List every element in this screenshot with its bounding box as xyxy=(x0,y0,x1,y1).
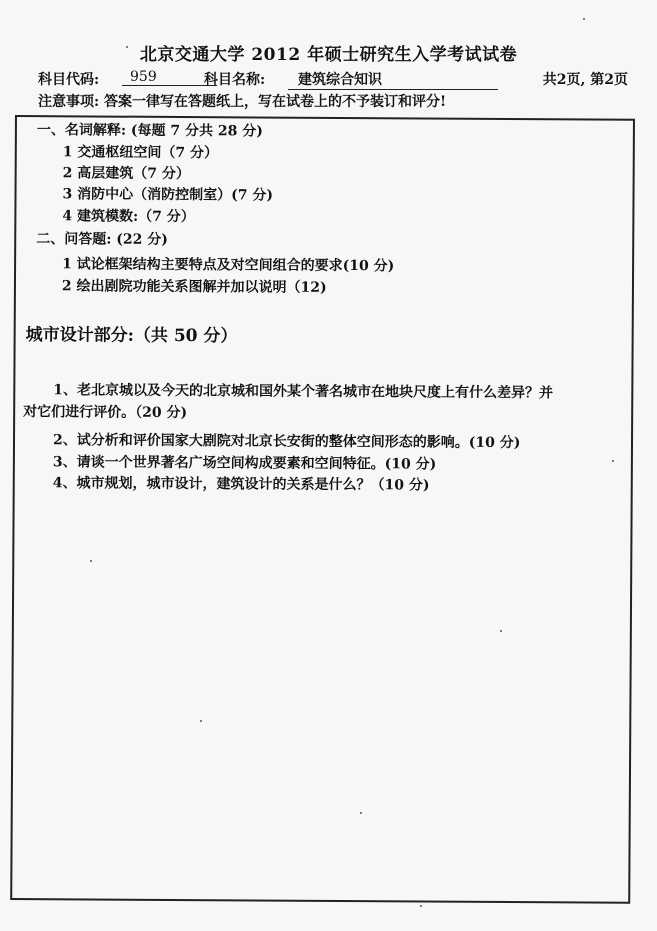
subject-code-value: 959 xyxy=(122,69,217,86)
city-question-2: 2、试分析和评价国家大剧院对北京长安街的整体空间形态的影响。(10 分) xyxy=(52,432,521,452)
list-item: 2 高层建筑（7 分） xyxy=(62,165,190,183)
section2-heading: 二、问答题: (22 分) xyxy=(36,231,168,248)
list-item: 2 绘出剧院功能关系图解并加以说明（12) xyxy=(61,278,327,296)
city-question-1-cont: 对它们进行评价。（20 分) xyxy=(23,404,188,422)
city-question-1: 1、老北京城以及今天的北京城和国外某个著名城市在地块尺度上有什么差异？并 xyxy=(53,382,554,402)
exam-title: 北京交通大学 2012 年硕士研究生入学考试试卷 xyxy=(139,45,518,65)
subject-info-line xyxy=(38,69,628,91)
city-design-heading: 城市设计部分:（共 50 分） xyxy=(25,325,238,347)
subject-code-label: 科目代码: xyxy=(38,72,100,88)
city-question-3: 3、请谈一个世界著名广场空间构成要素和空间特征。(10 分) xyxy=(52,454,437,473)
list-item: 1 交通枢纽空间（7 分） xyxy=(62,144,219,162)
subject-name-label: 科目名称: xyxy=(204,72,266,88)
exam-notice: 注意事项: 答案一律写在答题纸上，写在试卷上的不予装订和评分! xyxy=(38,94,447,110)
city-question-4: 4、城市规划，城市设计，建筑设计的关系是什么？（10 分) xyxy=(52,475,430,494)
section1-heading: 一、名词解释: (每题 7 分共 28 分) xyxy=(36,122,263,140)
subject-name-value: 建筑综合知识 xyxy=(288,69,498,90)
list-item: 1 试论框架结构主要特点及对空间组合的要求(10 分) xyxy=(62,256,395,275)
list-item: 3 消防中心（消防控制室）(7 分) xyxy=(62,186,274,204)
list-item: 4 建筑模数:（7 分） xyxy=(62,208,195,226)
page-count: 共2页, 第2页 xyxy=(542,72,628,88)
question-box xyxy=(10,115,635,904)
